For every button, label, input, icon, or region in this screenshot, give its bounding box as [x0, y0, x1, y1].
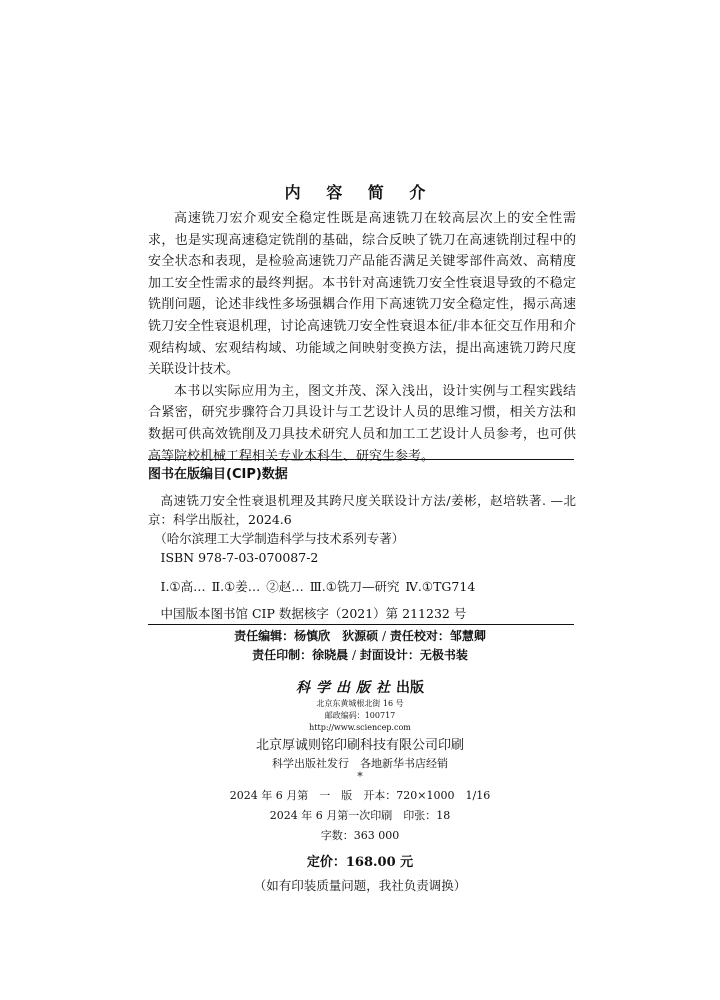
cip-bottom-rule	[148, 624, 574, 625]
cip-block	[148, 463, 576, 623]
printing-line: 2024 年 6 月第一次印刷 印张：18	[269, 809, 451, 822]
summary-body	[148, 208, 576, 467]
summary-paragraph-2: 本书以实际应用为主，图文并茂、深入浅出，设计实例与工程实践结合紧密，研究步骤符合刀具设计与工艺设计人员的思维习惯，相关方法和数据可供高效铣削及刀具技术研究人员和加工工艺设计人员参考，也可供高等院校机械工程相关专业本科生、研究生参考。	[148, 383, 576, 464]
cip-series: （哈尔滨理工大学制造科学与技术系列专著）	[154, 531, 405, 546]
cip-entry: 高速铣刀安全性衰退机理及其跨尺度关联设计方法/姜彬，赵培轶著. —北京：科学出版社，2024.6	[148, 493, 576, 527]
word-count: 字数：363 000	[320, 829, 400, 842]
distribution: 科学出版社发行 各地新华书店经销	[272, 757, 448, 770]
credit-separator: /	[348, 648, 360, 662]
publisher-suffix: 出版	[396, 680, 424, 696]
publisher-postcode: 邮政编码：100717	[324, 711, 396, 720]
imprint	[0, 678, 720, 896]
proofreader-credit: 责任校对：邹慧卿	[389, 629, 486, 643]
credit-separator: /	[378, 629, 390, 643]
quality-note: （如有印装质量问题，我社负责调换）	[253, 878, 467, 893]
editor-credit: 责任编辑：杨慎欣 狄源硕	[234, 629, 379, 643]
summary-paragraph-1: 高速铣刀宏介观安全稳定性既是高速铣刀在较高层次上的安全性需求，也是实现高速稳定铣削的基础，综合反映了铣刀在高速铣削过程中的安全状态和表现，是检验高速铣刀产品能否满足关键零部件高效、高精度加工安全性需求的最终判据。本书针对高速铣刀安全性衰退导致的不稳定铣削问题，论述非线性多场强耦合作用下高速铣刀安全稳定性，揭示高速铣刀安全性衰退机理，讨论高速铣刀安全性衰退本征/非本征交互作用和介观结构域、宏观结构域、功能域之间映射变换方法，提出高速铣刀跨尺度关联设计技术。	[148, 211, 576, 378]
cip-heading: 图书在版编目(CIP)数据	[148, 467, 288, 482]
edition-line: 2024 年 6 月第 一 版 开本：720×1000 1/16	[229, 789, 491, 802]
summary-title: 内 容 简 介	[284, 183, 436, 202]
printer: 北京厚诚则铭印刷科技有限公司印刷	[255, 738, 464, 753]
publisher-website: http://www.sciencep.com	[309, 723, 411, 732]
cip-isbn: ISBN 978-7-03-070087-2	[160, 550, 319, 565]
credits	[0, 627, 720, 665]
credits-line-2	[0, 646, 720, 665]
cip-classification: Ⅰ.①高… Ⅱ.①姜… ②赵… Ⅲ.①铣刀—研究 Ⅳ.①TG714	[160, 579, 476, 594]
publisher-address: 北京东黄城根北街 16 号	[316, 699, 404, 708]
print-manager-credit: 责任印制：徐晓晨	[252, 648, 349, 662]
price: 定价：168.00 元	[306, 855, 414, 870]
star-divider: *	[357, 770, 363, 783]
cip-check-number: 中国版本图书馆 CIP 数据核字（2021）第 211232 号	[160, 606, 467, 621]
publisher-logo	[0, 678, 720, 698]
credits-line-1	[0, 627, 720, 646]
cip-top-rule	[148, 459, 574, 460]
cover-design-credit: 封面设计：无极书装	[359, 648, 468, 662]
publisher-logo-text: 科学出版社	[296, 680, 396, 696]
